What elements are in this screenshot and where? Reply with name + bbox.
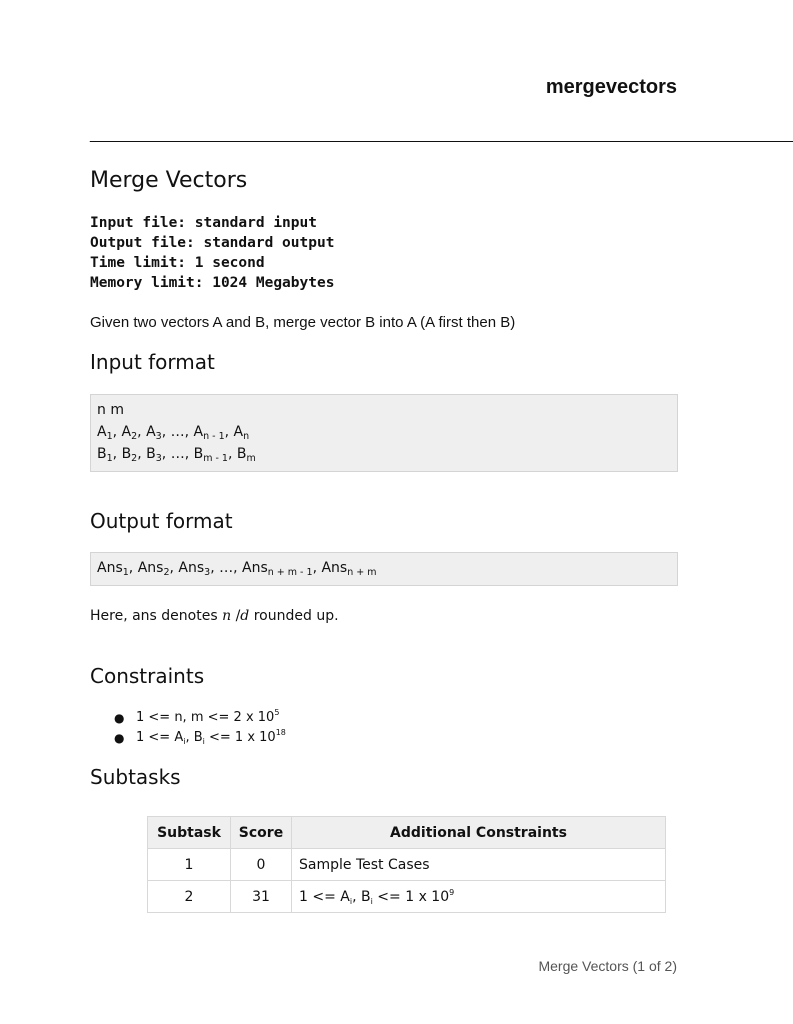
page-footer: Merge Vectors (1 of 2) bbox=[538, 958, 677, 974]
subtasks-heading: Subtasks bbox=[90, 765, 181, 789]
output-file-line: Output file: standard output bbox=[90, 235, 335, 251]
problem-meta bbox=[90, 213, 334, 293]
constraints-heading: Constraints bbox=[90, 664, 205, 688]
column-header-score: Score bbox=[231, 817, 292, 849]
table-row bbox=[148, 849, 666, 881]
input-line-2: $A_1$, $A_2$, $A_3$, …, $A_{n - 1}$, $A_n$ bbox=[97, 424, 250, 442]
input-format-heading: Input format bbox=[90, 350, 215, 374]
column-header-subtask: Subtask bbox=[148, 817, 231, 849]
subtask-cell: 1 bbox=[148, 849, 231, 881]
constraint-item: ● 1 <= n, m <= 2 x $10^5$ bbox=[90, 708, 286, 728]
input-file-line: Input file: standard input bbox=[90, 215, 317, 231]
problem-statement: Given two vectors A and B, merge vector B into A (A first then B) bbox=[90, 314, 516, 331]
input-format-box bbox=[90, 394, 678, 472]
constraint-item: ● $1 <= A_i$, $B_i <= 1$ x $10^{18}$ bbox=[114, 728, 286, 746]
bullet-icon: ● bbox=[114, 711, 125, 725]
time-limit-line: Time limit: 1 second bbox=[90, 255, 265, 271]
score-cell: 31 bbox=[231, 881, 292, 913]
table-row bbox=[148, 881, 666, 913]
header-title: mergevectors bbox=[545, 76, 677, 98]
input-line-3: $B_1$, $B_2$, $B_3$, …, $B_{m - 1}$, $B_m$ bbox=[97, 446, 256, 464]
output-line: Ans$_1$, Ans$_2$, Ans$_3$, …, Ans$_{n + m - 1}$, Ans$_{n + m}$ bbox=[97, 560, 377, 578]
score-cell: 0 bbox=[231, 849, 292, 881]
output-format-box bbox=[90, 552, 678, 586]
constraints-list bbox=[90, 708, 286, 748]
subtasks-table bbox=[147, 816, 666, 913]
column-header-constraints: Additional Constraints bbox=[292, 817, 666, 849]
table-header-row bbox=[148, 817, 666, 849]
header-rule: _______________________________________________________________________________ bbox=[90, 126, 793, 143]
input-line-1: n m bbox=[97, 402, 124, 418]
output-note: Here, ans denotes n /d rounded up. bbox=[90, 608, 339, 624]
constraint-cell: $1 <= A_i$, $B_i <= 1$ x $10^9$ bbox=[292, 881, 666, 913]
bullet-icon: ● bbox=[114, 731, 125, 745]
constraint-cell: Sample Test Cases bbox=[292, 849, 666, 881]
memory-limit-line: Memory limit: 1024 Megabytes bbox=[90, 275, 335, 291]
problem-title: Merge Vectors bbox=[90, 168, 248, 193]
subtask-cell: 2 bbox=[148, 881, 231, 913]
output-format-heading: Output format bbox=[90, 509, 233, 533]
